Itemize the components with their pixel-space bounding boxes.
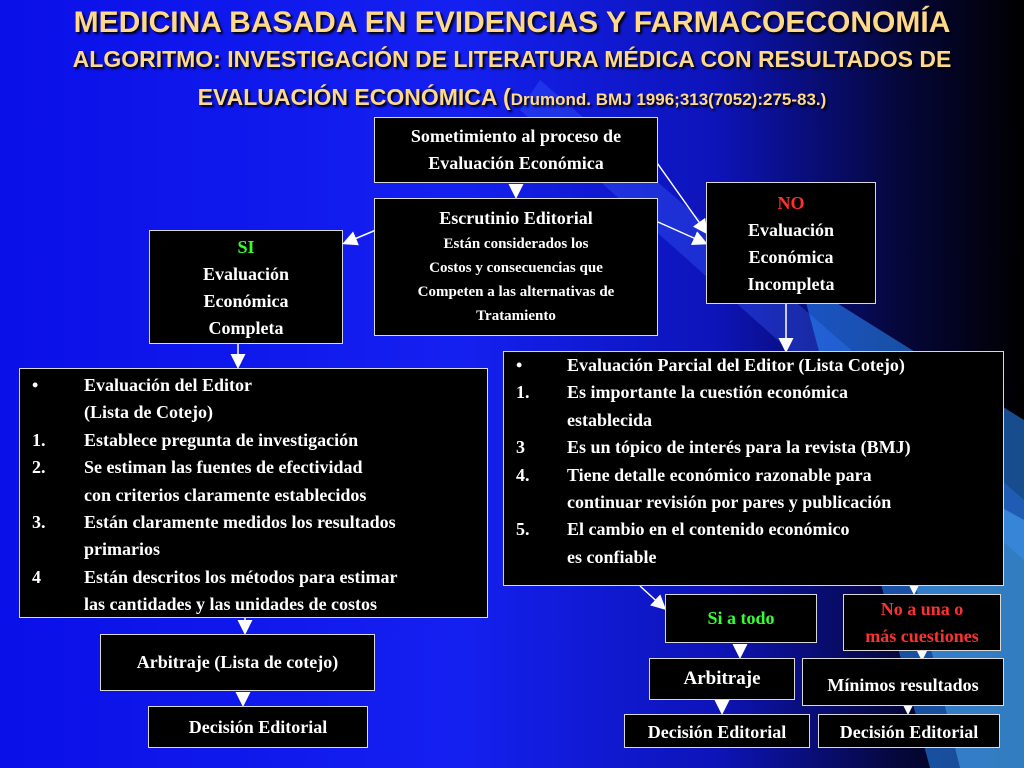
yes-to-all-box [665,594,817,643]
minimum-results-label: Mínimos resultados [827,675,979,695]
no-to-any-line-1: No a una o [880,599,964,619]
scrutiny-line-1: Están considerados los [443,236,589,252]
yes-line-3: Completa [208,318,284,338]
arbitration-checklist-label: Arbitraje (Lista de cotejo) [136,652,339,672]
partial-review-item: 3 Es un tópico de interés para la revista (BMJ) [516,437,911,458]
scrutiny-title: Escrutinio Editorial [439,208,593,228]
partial-review-item: 1. Es importante la cuestión económica establecida [516,382,848,430]
arrow-scrutiny-to-no [658,222,705,243]
arbitration-checklist-box [100,634,375,691]
editorial-decision-2-label: Decisión Editorial [647,722,787,742]
editorial-decision-label: Decisión Editorial [188,717,328,737]
arrow-partial-to-yes-all [640,586,664,608]
main-title: MEDICINA BASADA EN EVIDENCIAS Y FARMACOECONOMÍA [73,6,951,39]
yes-to-all-label: Si a todo [707,608,775,628]
no-line-3: Incompleta [747,274,835,294]
arrow-submission-to-no [655,160,706,232]
minimum-results-box [802,658,1004,706]
editor-review-item: 4 Están descritos los métodos para estimar las cantidades y las unidades de costos [32,566,398,615]
partial-review-item: • Evaluación Parcial del Editor (Lista Cotejo) [516,355,905,375]
subtitle-line-2: EVALUACIÓN ECONÓMICA (Drumond. BMJ 1996;313(7052):275-83.) [197,84,827,110]
yes-complete-box [149,230,343,344]
submission-box [374,117,658,183]
scrutiny-line-3: Competen a las alternativas de [417,284,615,300]
no-incomplete-box [706,182,876,304]
submission-line-2: Evaluación Económica [428,153,604,173]
submission-line-1: Sometimiento al proceso de [410,126,622,146]
partial-review-item: 5. El cambio en el contenido económico es confiable [516,519,850,567]
arrow-scrutiny-to-yes [345,230,376,243]
editorial-scrutiny-box [374,198,658,336]
editor-review-item: 1. Establece pregunta de investigación [32,429,359,450]
no-to-any-line-2: más cuestiones [865,626,979,646]
partial-review-box [503,351,1004,586]
no-line-2: Económica [748,247,834,267]
editorial-decision-3-label: Decisión Editorial [839,722,979,742]
no-to-any-box [843,594,1001,651]
scrutiny-line-4: Tratamiento [476,308,556,324]
arbitration-label: Arbitraje [683,668,761,689]
no-line-1: Evaluación [747,220,835,240]
arbitration-box [649,658,795,700]
editor-review-item: 2. Se estiman las fuentes de efectividad con criterios claramente establecidos [32,457,367,505]
editor-review-item: • Evaluación del Editor (Lista de Cotejo) [32,375,253,423]
editorial-decision-3-box [818,714,1000,748]
partial-review-item: 4. Tiene detalle económico razonable para continuar revisión por pares y publicación [516,464,892,513]
editorial-decision-2-box [624,714,810,748]
editor-review-item: 3. Están claramente medidos los resultados primarios [32,512,396,560]
yes-line-1: Evaluación [202,264,290,284]
editorial-decision-box [148,706,368,748]
scrutiny-line-2: Costos y consecuencias que [429,260,603,276]
subtitle-line-1: ALGORITMO: INVESTIGACIÓN DE LITERATURA MÉDICA CON RESULTADOS DE [72,46,952,72]
yes-line-2: Económica [203,291,289,311]
editor-review-box [19,368,488,618]
no-label: NO [777,193,805,213]
yes-label: SI [237,237,255,257]
citation: Drumond. BMJ 1996;313(7052):275-83.) [510,90,827,109]
